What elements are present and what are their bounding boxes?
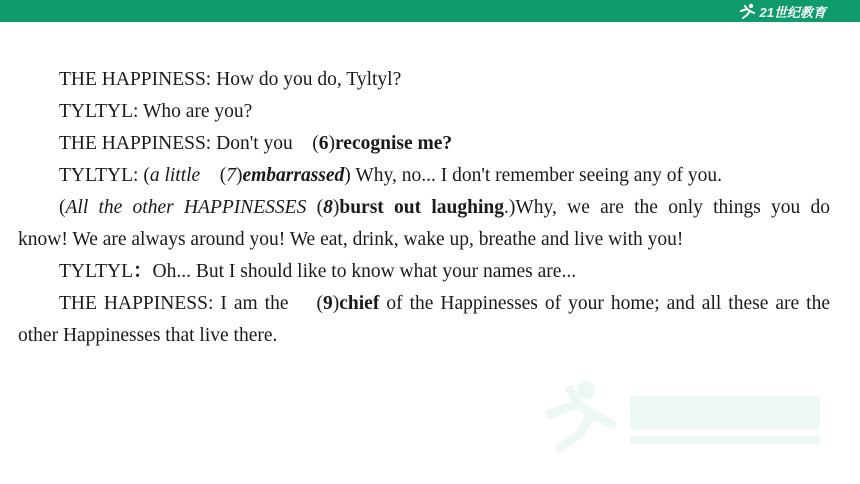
blank-number-8: 8 <box>323 197 333 218</box>
dialogue-line-3: THE HAPPINESS: Don't you (6)recognise me? <box>59 133 453 154</box>
blank-number-7: 7 <box>226 165 236 186</box>
dialogue-line-9: other Happinesses that live there. <box>18 325 278 346</box>
stage-direction: a little <box>149 165 201 186</box>
dialogue-line-1: THE HAPPINESS: How do you do, Tyltyl? <box>59 69 402 90</box>
logo-text: 21世纪教育 <box>759 4 826 20</box>
dialogue-line-5: (All the other HAPPINESSES (8)burst out laughing.)Why, we are the only things you do <box>59 197 830 218</box>
stage-direction: All the other HAPPINESSES <box>65 197 307 218</box>
dialogue-line-8: THE HAPPINESS: I am the (9)chief of the Happinesses of your home; and all these are the <box>59 293 830 314</box>
brand-logo <box>738 2 826 20</box>
answer-7: embarrassed <box>242 165 345 186</box>
answer-8: burst out laughing <box>339 197 504 218</box>
dialogue-line-6: know! We are always around you! We eat, drink, wake up, breathe and live with you! <box>18 229 684 250</box>
running-figure-icon <box>738 3 758 19</box>
answer-6: recognise me? <box>335 133 453 154</box>
dialogue-line-2: TYLTYL: Who are you? <box>59 101 253 122</box>
blank-number-9: 9 <box>323 293 333 314</box>
blank-number-6: 6 <box>318 133 329 154</box>
answer-9: chief <box>339 293 380 314</box>
top-header-bar <box>0 0 860 22</box>
dialogue-text <box>18 64 830 352</box>
dialogue-line-7: TYLTYL：Oh... But I should like to know what your names are... <box>59 261 577 282</box>
dialogue-line-4: TYLTYL: (a little (7)embarrassed) Why, no... I don't remember seeing any of you. <box>59 165 723 186</box>
watermark-logo <box>540 374 830 454</box>
